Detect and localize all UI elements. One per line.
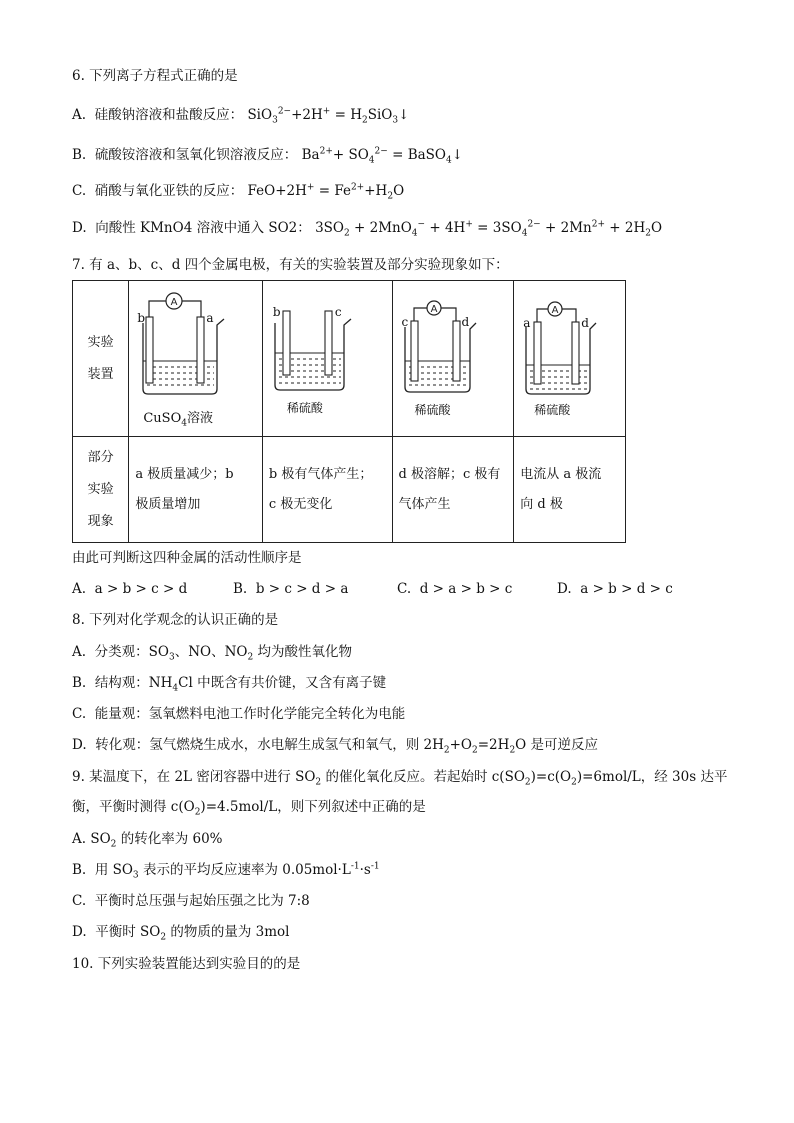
apparatus-1-left-label: b xyxy=(137,311,146,325)
q9-stem-line2: 衡，平衡时测得 $c(O_2)=4.5mol/L$，则下列叙述中正确的是 xyxy=(72,799,426,818)
q7-observation-4: 电流从 a 极流 向 d 极 xyxy=(514,437,626,543)
q8-option-d: D. 转化观：氢气燃烧生成水，水电解生成氢气和氧气，则 $2H_2+O_2=2H_2O$ 是可逆反应 xyxy=(72,737,599,756)
q9-option-d: D. 平衡时 $SO_2$ 的物质的量为 3mol xyxy=(72,924,290,943)
q7-apparatus-2 xyxy=(262,281,392,437)
q6-a-equation: $SiO_3^{2-}+2H^+ = H_2SiO_3↓$ xyxy=(247,106,410,126)
q8-stem: 8. 下列对化学观念的认识正确的是 xyxy=(72,612,279,628)
apparatus-2-drawing xyxy=(263,281,393,436)
q7-conclusion: 由此可判断这四种金属的活动性顺序是 xyxy=(72,550,302,566)
q7-observation-2: b 极有气体产生； c 极无变化 xyxy=(262,437,392,543)
q6-option-a: A. 硅酸钠溶液和盐酸反应： $SiO_3^{2-}+2H^+ = H_2SiO_3↓$ xyxy=(72,106,410,126)
apparatus-2-solution: 稀硫酸 xyxy=(286,401,323,415)
q7-header-observation: 部分 实验 现象 xyxy=(73,437,129,543)
q7-header-apparatus: 实验 装置 xyxy=(73,281,129,437)
q7-option-b: B. b > c > d > a xyxy=(233,581,349,597)
q7-observation-1: a 极质量减少；b 极质量增加 xyxy=(129,437,263,543)
q6-c-equation: $FeO+2H^+ = Fe^{2+}+H_2O$ xyxy=(247,182,405,202)
q6-b-equation: $Ba^{2+}+ SO_4^{2-}$ = BaSO$_4$↓ xyxy=(301,146,464,166)
q7-apparatus-3 xyxy=(392,281,514,437)
apparatus-3-right-label: d xyxy=(461,315,470,329)
q8-option-a: A. 分类观：$SO_3$、NO、$NO_2$ 均为酸性氧化物 xyxy=(72,644,352,663)
svg-text:A: A xyxy=(170,297,178,308)
apparatus-4-solution: 稀硫酸 xyxy=(534,403,571,417)
q6-option-d: D. 向酸性 KMnO4 溶液中通入 SO2： $3SO_2 + 2MnO_4^- + 4H^+ = 3SO_4^{2-} + 2Mn^{2+} + 2H_2O$ xyxy=(72,219,663,239)
apparatus-3-solution: 稀硫酸 xyxy=(414,403,451,417)
q9-option-b: B. 用 $SO_3$ 表示的平均反应速率为 $0.05mol\cdot L^{-1}\cdot s^{-1}$ xyxy=(72,861,380,881)
apparatus-4-left-label: a xyxy=(523,316,531,330)
q7-option-a: A. a > b > c > d xyxy=(72,581,188,597)
q7-observation-3: d 极溶解；c 极有 气体产生 xyxy=(392,437,514,543)
apparatus-2-left-label: b xyxy=(272,305,281,319)
q9-stem-line1: 9. 某温度下，在 2L 密闭容器中进行 $SO_2$ 的催化氧化反应。若起始时 $c(SO_2)=c(O_2)=6mol/L$，经 30s 达平 xyxy=(72,769,728,788)
apparatus-4-right-label: d xyxy=(581,316,589,330)
svg-text:A: A xyxy=(551,305,559,316)
q6-option-c: C. 硝酸与氧化亚铁的反应： $FeO+2H^+ = Fe^{2+}+H_2O$ xyxy=(72,182,405,202)
apparatus-2-right-label: c xyxy=(334,305,342,319)
apparatus-1-solution: CuSO$_4$溶液 xyxy=(143,411,213,429)
svg-text:A: A xyxy=(430,304,437,315)
q6-d-equation: $3SO_2 + 2MnO_4^- + 4H^+ = 3SO_4^{2-} + 2Mn^{2+} + 2H_2O$ xyxy=(315,219,663,239)
apparatus-3-drawing xyxy=(393,281,515,436)
q7-apparatus-1 xyxy=(129,281,263,437)
q7-stem: 7. 有 a、b、c、d 四个金属电极，有关的实验装置及部分实验现象如下： xyxy=(72,257,509,273)
q6-stem: 6. 下列离子方程式正确的是 xyxy=(72,68,238,84)
q7-option-d: D. a > b > d > c xyxy=(557,581,673,597)
q7-option-c: C. d > a > b > c xyxy=(397,581,513,597)
q9-option-c: C. 平衡时总压强与起始压强之比为 7:8 xyxy=(72,893,310,909)
q8-option-b: B. 结构观：$NH_4Cl$ 中既含有共价键，又含有离子键 xyxy=(72,675,387,694)
q8-option-c: C. 能量观：氢氧燃料电池工作时化学能完全转化为电能 xyxy=(72,706,406,722)
q7-experiment-table xyxy=(72,280,626,543)
apparatus-1-right-label: a xyxy=(206,311,214,325)
q6-option-b: B. 硫酸铵溶液和氢氧化钡溶液反应： $Ba^{2+}+ SO_4^{2-}$ = BaSO$_4$↓ xyxy=(72,146,464,166)
q9-option-a: A. $SO_2$ 的转化率为 60% xyxy=(72,831,223,850)
apparatus-3-left-label: c xyxy=(401,315,409,329)
q7-apparatus-4 xyxy=(514,281,626,437)
q10-stem: 10. 下列实验装置能达到实验目的的是 xyxy=(72,956,301,972)
